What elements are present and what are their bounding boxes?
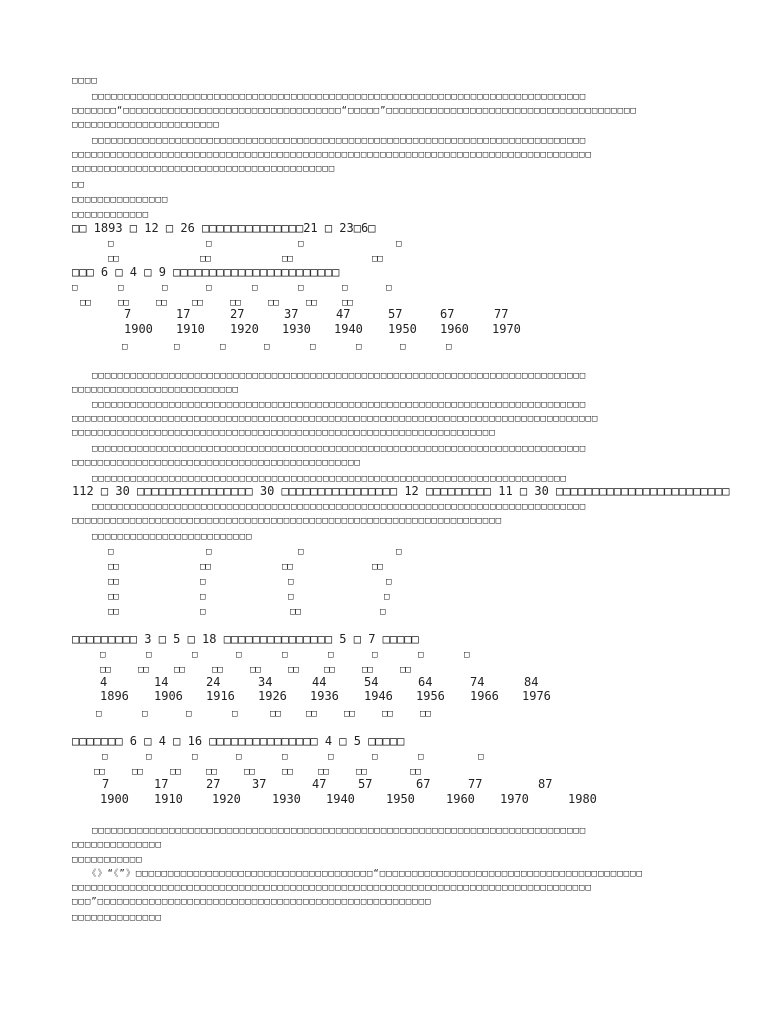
block1-year: 1900 bbox=[124, 322, 153, 336]
paragraph-9-line-2: □□□□□□□□□□□□□□ bbox=[72, 840, 162, 850]
grid-mark: □ bbox=[200, 607, 206, 617]
block2-mark: □ bbox=[372, 650, 378, 660]
block3-year: 1970 bbox=[500, 792, 529, 806]
block3-mark: □□ bbox=[132, 767, 143, 777]
block3-age: 27 bbox=[206, 777, 221, 791]
block2-mark: □□ bbox=[100, 665, 111, 675]
paragraph-10-line-1: 《》“《”》□□□□□□□□□□□□□□□□□□□□□□□□□□□□□□□□□□□□□“□□□□□□□□□□□□□□□□□□□□□□□□□□□□□□□□□□□□□□□□□ bbox=[72, 869, 643, 879]
block1-mark: □ bbox=[162, 283, 168, 293]
block1-year: 1950 bbox=[388, 322, 417, 336]
block2-year: 1906 bbox=[154, 689, 183, 703]
block3-mark: □□ bbox=[244, 767, 255, 777]
block1-mark: □□ bbox=[118, 298, 129, 308]
block1-mark: □□ bbox=[342, 298, 353, 308]
block1-age: 57 bbox=[388, 307, 403, 321]
paragraph-1-line-2: □□□□□□□“□□□□□□□□□□□□□□□□□□□□□□□□□□□□□□□□□□“□□□□□”□□□□□□□□□□□□□□□□□□□□□□□□□□□□□□□□□□□□□□□ bbox=[72, 106, 637, 116]
block3-year: 1960 bbox=[446, 792, 475, 806]
block2-mark: □□ bbox=[174, 665, 185, 675]
paragraph-2-line-3: □□□□□□□□□□□□□□□□□□□□□□□□□□□□□□□□□□□□□□□□□ bbox=[72, 164, 336, 174]
grid-mark: □ bbox=[288, 592, 294, 602]
block1-mark: □□ bbox=[192, 298, 203, 308]
block3-mark: □ bbox=[418, 752, 424, 762]
paragraph-1-line-3: □□□□□□□□□□□□□□□□□□□□□□□ bbox=[72, 120, 220, 130]
block2-year: 1976 bbox=[522, 689, 551, 703]
block1-mark: □□ bbox=[200, 254, 211, 264]
block1-mark: □□ bbox=[108, 254, 119, 264]
block2-age: 54 bbox=[364, 675, 379, 689]
block1-mark: □□ bbox=[372, 254, 383, 264]
block3-age: 7 bbox=[102, 777, 110, 791]
grid-mark: □ bbox=[384, 592, 390, 602]
block3-year: 1980 bbox=[568, 792, 597, 806]
block1-age: 7 bbox=[124, 307, 132, 321]
paragraph-8: □□□□□□□□□□□□□□□□□□□□□□□□□ bbox=[72, 532, 253, 542]
block2-age: 84 bbox=[524, 675, 539, 689]
paragraph-7-line-2: □□□□□□□□□□□□□□□□□□□□□□□□□□□□□□□□□□□□□□□□□□□□□□□□□□□□□□□□□□□□□□□□□□□ bbox=[72, 516, 503, 526]
block3-mark: □□ bbox=[170, 767, 181, 777]
block1-mark: □ bbox=[342, 283, 348, 293]
block2-mark: □ bbox=[328, 650, 334, 660]
block2-year: 1966 bbox=[470, 689, 499, 703]
paragraph-10-line-2: □□□□□□□□□□□□□□□□□□□□□□□□□□□□□□□□□□□□□□□□□□□□□□□□□□□□□□□□□□□□□□□□□□□□□□□□□□□□□□□□□ bbox=[72, 883, 592, 893]
block3-mark: □ bbox=[372, 752, 378, 762]
block1-mark: □ bbox=[206, 239, 212, 249]
block3-age: 17 bbox=[154, 777, 169, 791]
block1-mark: □ bbox=[122, 342, 128, 352]
grid-mark: □ bbox=[108, 547, 114, 557]
block3-mark: □ bbox=[478, 752, 484, 762]
grid-mark: □□ bbox=[108, 607, 119, 617]
block1-mark: □□ bbox=[306, 298, 317, 308]
block2-year: 1936 bbox=[310, 689, 339, 703]
block1-line-2: □□□ 6 □ 4 □ 9 □□□□□□□□□□□□□□□□□□□□□□□ bbox=[72, 265, 340, 279]
block2-mark: □ bbox=[146, 650, 152, 660]
block1-mark: □ bbox=[396, 239, 402, 249]
block2-age: 4 bbox=[100, 675, 108, 689]
block1-mark: □ bbox=[386, 283, 392, 293]
block3-mark: □□ bbox=[94, 767, 105, 777]
block1-mark: □□ bbox=[282, 254, 293, 264]
block2-mark: □ bbox=[100, 650, 106, 660]
grid-mark: □□ bbox=[108, 562, 119, 572]
block1-mark: □□ bbox=[268, 298, 279, 308]
paragraph-6-line-2: 112 □ 30 □□□□□□□□□□□□□□□□ 30 □□□□□□□□□□□□□□□□ 12 □□□□□□□□□ 11 □ 30 □□□□□□□□□□□□□□□□□□□□□□□□ bbox=[72, 484, 730, 498]
block1-mark: □ bbox=[356, 342, 362, 352]
block2-mark: □ bbox=[236, 650, 242, 660]
block1-age: 47 bbox=[336, 307, 351, 321]
block2-line: □□□□□□□□□ 3 □ 5 □ 18 □□□□□□□□□□□□□□□ 5 □ 7 □□□□□ bbox=[72, 632, 419, 646]
block1-mark: □ bbox=[206, 283, 212, 293]
block1-mark: □ bbox=[252, 283, 258, 293]
block2-year: 1896 bbox=[100, 689, 129, 703]
block3-year: 1940 bbox=[326, 792, 355, 806]
block3-mark: □□ bbox=[410, 767, 421, 777]
block1-mark: □ bbox=[298, 283, 304, 293]
block3-mark: □□ bbox=[206, 767, 217, 777]
grid-mark: □□ bbox=[372, 562, 383, 572]
block1-year: 1920 bbox=[230, 322, 259, 336]
block1-year: 1930 bbox=[282, 322, 311, 336]
block1-mark: □ bbox=[298, 239, 304, 249]
label-a: □□ bbox=[72, 180, 85, 190]
block2-mark: □□ bbox=[382, 709, 393, 719]
block1-year: 1910 bbox=[176, 322, 205, 336]
block2-mark: □ bbox=[282, 650, 288, 660]
block2-age: 64 bbox=[418, 675, 433, 689]
block3-mark: □ bbox=[282, 752, 288, 762]
block3-age: 87 bbox=[538, 777, 553, 791]
block3-age: 57 bbox=[358, 777, 373, 791]
block2-year: 1926 bbox=[258, 689, 287, 703]
block1-mark: □ bbox=[310, 342, 316, 352]
block1-year: 1970 bbox=[492, 322, 521, 336]
block2-mark: □ bbox=[464, 650, 470, 660]
block2-mark: □ bbox=[418, 650, 424, 660]
block1-mark: □□ bbox=[230, 298, 241, 308]
block1-mark: □ bbox=[220, 342, 226, 352]
block2-age: 14 bbox=[154, 675, 169, 689]
block3-year: 1930 bbox=[272, 792, 301, 806]
block2-year: 1956 bbox=[416, 689, 445, 703]
block1-age: 77 bbox=[494, 307, 509, 321]
block2-age: 24 bbox=[206, 675, 221, 689]
grid-mark: □ bbox=[200, 592, 206, 602]
grid-mark: □ bbox=[396, 547, 402, 557]
block3-year: 1920 bbox=[212, 792, 241, 806]
block3-mark: □ bbox=[236, 752, 242, 762]
label-b: □□□□□□□□□□□□□□□ bbox=[72, 195, 169, 205]
block3-year: 1910 bbox=[154, 792, 183, 806]
grid-mark: □ bbox=[288, 577, 294, 587]
block2-age: 34 bbox=[258, 675, 273, 689]
grid-mark: □ bbox=[380, 607, 386, 617]
block2-mark: □ bbox=[142, 709, 148, 719]
block1-mark: □□ bbox=[156, 298, 167, 308]
block2-age: 44 bbox=[312, 675, 327, 689]
grid-mark: □□ bbox=[108, 592, 119, 602]
grid-mark: □□ bbox=[200, 562, 211, 572]
block2-mark: □ bbox=[96, 709, 102, 719]
block2-mark: □ bbox=[232, 709, 238, 719]
paragraph-4-line-3: □□□□□□□□□□□□□□□□□□□□□□□□□□□□□□□□□□□□□□□□□□□□□□□□□□□□□□□□□□□□□□□□□□ bbox=[72, 428, 496, 438]
block2-mark: □ bbox=[186, 709, 192, 719]
grid-mark: □ bbox=[200, 577, 206, 587]
block1-line-1: □□ 1893 □ 12 □ 26 □□□□□□□□□□□□□□21 □ 23□6□ bbox=[72, 221, 376, 235]
paragraph-6-line-1: □□□□□□□□□□□□□□□□□□□□□□□□□□□□□□□□□□□□□□□□□□□□□□□□□□□□□□□□□□□□□□□□□□□□□□□□□□ bbox=[72, 474, 567, 484]
block1-age: 17 bbox=[176, 307, 191, 321]
block2-mark: □□ bbox=[420, 709, 431, 719]
block1-mark: □ bbox=[446, 342, 452, 352]
block3-line: □□□□□□□ 6 □ 4 □ 16 □□□□□□□□□□□□□□□ 4 □ 5 □□□□□ bbox=[72, 734, 405, 748]
block3-mark: □ bbox=[328, 752, 334, 762]
grid-mark: □ bbox=[386, 577, 392, 587]
block3-mark: □ bbox=[146, 752, 152, 762]
paragraph-4-line-1: □□□□□□□□□□□□□□□□□□□□□□□□□□□□□□□□□□□□□□□□□□□□□□□□□□□□□□□□□□□□□□□□□□□□□□□□□□□□□ bbox=[72, 400, 587, 410]
block1-mark: □ bbox=[118, 283, 124, 293]
block2-mark: □□ bbox=[288, 665, 299, 675]
block1-mark: □ bbox=[108, 239, 114, 249]
paragraph-7-line-1: □□□□□□□□□□□□□□□□□□□□□□□□□□□□□□□□□□□□□□□□□□□□□□□□□□□□□□□□□□□□□□□□□□□□□□□□□□□□□ bbox=[72, 502, 587, 512]
block2-mark: □□ bbox=[270, 709, 281, 719]
block1-mark: □ bbox=[174, 342, 180, 352]
block3-mark: □□ bbox=[318, 767, 329, 777]
grid-mark: □ bbox=[298, 547, 304, 557]
paragraph-3-line-1: □□□□□□□□□□□□□□□□□□□□□□□□□□□□□□□□□□□□□□□□□□□□□□□□□□□□□□□□□□□□□□□□□□□□□□□□□□□□□ bbox=[72, 371, 587, 381]
block1-age: 67 bbox=[440, 307, 455, 321]
block3-age: 47 bbox=[312, 777, 327, 791]
block3-mark: □ bbox=[102, 752, 108, 762]
block2-mark: □□ bbox=[324, 665, 335, 675]
block3-mark: □□ bbox=[356, 767, 367, 777]
block2-age: 74 bbox=[470, 675, 485, 689]
label-c: □□□□□□□□□□□□ bbox=[72, 210, 150, 220]
paragraph-1-line-1: □□□□□□□□□□□□□□□□□□□□□□□□□□□□□□□□□□□□□□□□□□□□□□□□□□□□□□□□□□□□□□□□□□□□□□□□□□□□□ bbox=[72, 92, 587, 102]
paragraph-2-line-2: □□□□□□□□□□□□□□□□□□□□□□□□□□□□□□□□□□□□□□□□□□□□□□□□□□□□□□□□□□□□□□□□□□□□□□□□□□□□□□□□□ bbox=[72, 150, 592, 160]
block3-mark: □ bbox=[192, 752, 198, 762]
block3-age: 67 bbox=[416, 777, 431, 791]
block2-year: 1946 bbox=[364, 689, 393, 703]
label-e: □□□□□□□□□□□□□□ bbox=[72, 913, 162, 923]
block1-mark: □ bbox=[264, 342, 270, 352]
block1-mark: □□ bbox=[80, 298, 91, 308]
paragraph-9-line-1: □□□□□□□□□□□□□□□□□□□□□□□□□□□□□□□□□□□□□□□□□□□□□□□□□□□□□□□□□□□□□□□□□□□□□□□□□□□□□ bbox=[72, 826, 587, 836]
block3-age: 77 bbox=[468, 777, 483, 791]
block2-mark: □□ bbox=[400, 665, 411, 675]
block1-age: 27 bbox=[230, 307, 245, 321]
block2-mark: □□ bbox=[250, 665, 261, 675]
block3-mark: □□ bbox=[282, 767, 293, 777]
paragraph-10-line-3: □□□”□□□□□□□□□□□□□□□□□□□□□□□□□□□□□□□□□□□□□□□□□□□□□□□□□□□□ bbox=[72, 897, 432, 907]
grid-mark: □□ bbox=[108, 577, 119, 587]
block1-mark: □ bbox=[400, 342, 406, 352]
grid-mark: □□ bbox=[290, 607, 301, 617]
label-d: □□□□□□□□□□□ bbox=[72, 855, 143, 865]
block2-year: 1916 bbox=[206, 689, 235, 703]
block2-mark: □□ bbox=[344, 709, 355, 719]
block2-mark: □ bbox=[192, 650, 198, 660]
block2-mark: □□ bbox=[362, 665, 373, 675]
block2-mark: □□ bbox=[138, 665, 149, 675]
paragraph-2-line-1: □□□□□□□□□□□□□□□□□□□□□□□□□□□□□□□□□□□□□□□□□□□□□□□□□□□□□□□□□□□□□□□□□□□□□□□□□□□□□ bbox=[72, 136, 587, 146]
grid-mark: □□ bbox=[282, 562, 293, 572]
paragraph-5-line-2: □□□□□□□□□□□□□□□□□□□□□□□□□□□□□□□□□□□□□□□□□□□□□ bbox=[72, 458, 361, 468]
paragraph-3-line-2: □□□□□□□□□□□□□□□□□□□□□□□□□□ bbox=[72, 385, 239, 395]
paragraph-4-line-2: □□□□□□□□□□□□□□□□□□□□□□□□□□□□□□□□□□□□□□□□□□□□□□□□□□□□□□□□□□□□□□□□□□□□□□□□□□□□□□□□□□ bbox=[72, 414, 599, 424]
block3-year: 1900 bbox=[100, 792, 129, 806]
section-heading: □□□□ bbox=[72, 76, 98, 86]
block2-mark: □□ bbox=[306, 709, 317, 719]
block1-year: 1940 bbox=[334, 322, 363, 336]
block3-year: 1950 bbox=[386, 792, 415, 806]
block2-mark: □□ bbox=[212, 665, 223, 675]
block1-age: 37 bbox=[284, 307, 299, 321]
block1-year: 1960 bbox=[440, 322, 469, 336]
grid-mark: □ bbox=[206, 547, 212, 557]
block1-mark: □ bbox=[72, 283, 78, 293]
paragraph-5-line-1: □□□□□□□□□□□□□□□□□□□□□□□□□□□□□□□□□□□□□□□□□□□□□□□□□□□□□□□□□□□□□□□□□□□□□□□□□□□□□ bbox=[72, 444, 587, 454]
block3-age: 37 bbox=[252, 777, 267, 791]
